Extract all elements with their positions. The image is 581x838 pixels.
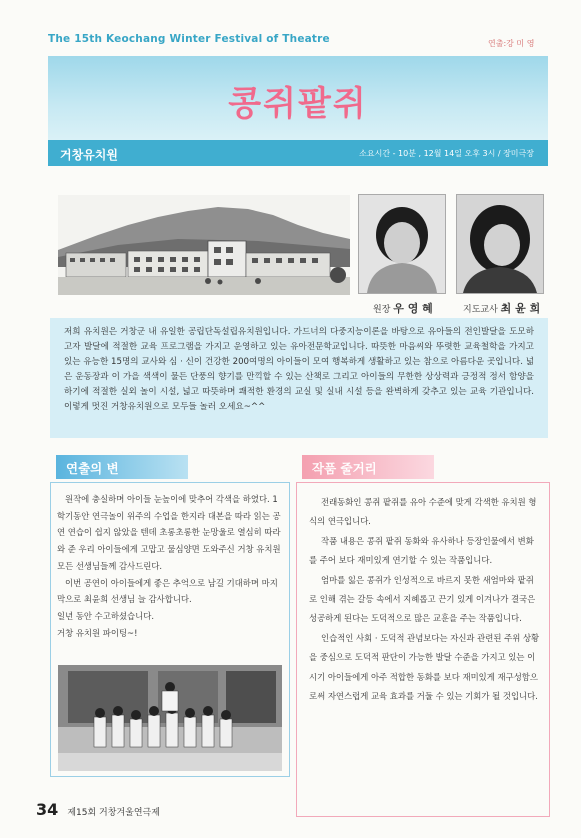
schedule-info: 소요시간 - 10분 , 12월 14일 오후 3시 / 장미극장	[359, 149, 534, 158]
teacher-name: 최 윤 희	[500, 302, 541, 315]
page-footer	[36, 800, 160, 819]
group-photo	[58, 665, 282, 771]
direction-paragraph: 이번 공연이 아이들에게 좋은 추억으로 남길 기대하며 마지막으로 최윤희 선생님 늘 감사합니다.	[57, 577, 278, 605]
direction-closing: 거창 유치원 파이팅~!	[57, 627, 138, 638]
school-intro-text: 저희 유치원은 거창군 내 유일한 공립단독설립유치원입니다. 가드너의 다중지능이론을 바탕으로 유아들의 전인발달을 도모하고자 발달에 적절한 교육 프로그램을 가지고 운영하고 있는 유아전문학교입니다. 따뜻한 마음씨와 뚜렷한 교육철학을 가지고 있는 유능한 15명의 교사와 심 · 신이 건강한 200여명의 아이들이 모여 행복하게 생활하고 있는 참으로 아름다운 곳입니다. 넓은 운동장과 이 가을 색색이 물든 단풍의 향기를 만끽할 수 있는 산책로 그리고 아이들의 무한한 상상력과 긍정적 정서 함양을 하기에 적절한 실외 놀이 시설, 넓고 따뜻하며 쾌적한 환경의 교실 및 실내 시설 등을 완벽하게 갖추고 있는 교육 기관입니다. 이렇게 멋진 거창유치원으로 모두들 놀러 오세요~^^	[64, 327, 534, 412]
title-banner	[48, 56, 548, 140]
festival-title: The 15th Keochang Winter Festival of Theatre	[48, 33, 330, 45]
school-intro-box	[50, 318, 548, 438]
synopsis-heading: 작품 줄거리	[312, 461, 377, 476]
school-name: 거창유치원	[60, 148, 118, 162]
principal-portrait	[358, 194, 446, 294]
direction-closing: 일년 동안 수고하셨습니다.	[57, 610, 154, 621]
synopsis-paragraph: 작품 내용은 콩쥐 팥쥐 동화와 유사하나 등장인물에서 변화를 주어 보다 재미있게 연기할 수 있는 작품입니다.	[309, 535, 534, 566]
synopsis-box	[296, 482, 550, 817]
info-band	[48, 140, 548, 166]
play-title: 콩쥐팥쥐	[228, 84, 368, 124]
principal-caption	[373, 300, 433, 316]
synopsis-heading-bar	[302, 455, 434, 479]
synopsis-paragraph: 엄마를 잃은 콩쥐가 인성적으로 바르지 못한 새엄마와 팥쥐로 인해 겪는 갈등 속에서 지혜롭고 끈기 있게 이겨나가 결국은 성공하게 된다는 도덕적으로 많은 교훈을 주는 작품입니다.	[309, 574, 536, 624]
synopsis-paragraph: 인습적인 사회 · 도덕적 관념보다는 자신과 관련된 주위 상황을 중심으로 도덕적 판단이 가능한 발달 수준을 가지고 있는 이 시기 아이들에게 아주 적합한 동화를 보다 재미있게 재구성함으로써 자연스럽게 교육 효과를 거둘 수 있는 기회가 될 것입니다.	[309, 632, 540, 702]
principal-name: 우 영 혜	[393, 302, 433, 315]
teacher-caption	[463, 300, 540, 316]
teacher-role: 지도교사	[463, 305, 498, 315]
teacher-portrait	[456, 194, 544, 294]
principal-role: 원장	[373, 305, 391, 315]
direction-text	[57, 491, 283, 641]
direction-heading-bar	[56, 455, 188, 479]
page-number: 34	[36, 800, 59, 819]
direction-heading: 연출의 변	[66, 461, 119, 476]
director-credit: 연출:강 미 영	[488, 39, 535, 48]
direction-paragraph: 원작에 충실하며 아이들 눈높이에 맞추어 각색을 하였다. 1학기동안 연극놀이 위주의 수업을 한지라 대본을 따라 읽는 공연 연습이 쉽지 않았을 텐데 초롱초롱한 눈망울로 열심히 따라와 준 우리 아이들에게 고맙고 물심양면 도와주신 거창 유치원 모든 선생님들께 감사드린다.	[57, 494, 281, 571]
publication-name: 제15회 거창겨울연극제	[67, 808, 160, 818]
synopsis-paragraph: 전래동화인 콩쥐 팥쥐를 유아 수준에 맞게 각색한 유치원 형식의 연극입니다.	[309, 497, 537, 527]
synopsis-text	[309, 493, 541, 706]
school-building-photo	[58, 195, 350, 295]
